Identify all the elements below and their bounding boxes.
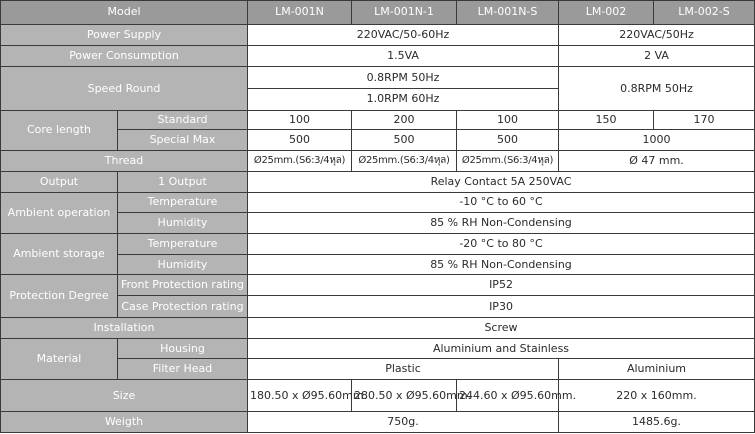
output-label: Output	[1, 171, 118, 192]
speed-round-lm002: 0.8RPM 50Hz	[559, 67, 755, 111]
speed-round-lm001-60hz: 1.0RPM 60Hz	[248, 89, 559, 111]
thread-lm-001n-1: Ø25mm.(S6:3/4หุล)	[352, 151, 457, 172]
installation-label: Installation	[1, 317, 248, 338]
installation-row	[1, 317, 755, 338]
housing-label: Housing	[118, 338, 248, 359]
speed-round-row	[1, 67, 755, 89]
ambient-storage-temp-row	[1, 234, 755, 255]
ambient-operation-temp-value: -10 °C to 60 °C	[248, 192, 755, 213]
ambient-storage-humidity-label: Humidity	[118, 254, 248, 275]
header-row	[1, 1, 755, 25]
core-length-label: Core length	[1, 110, 118, 150]
material-housing-row	[1, 338, 755, 359]
front-protection-label: Front Protection rating	[118, 275, 248, 296]
power-consumption-label: Power Consumption	[1, 45, 248, 67]
model-lm-002: LM-002	[559, 1, 654, 25]
core-special-lm-001n: 500	[248, 130, 352, 151]
model-lm-002-s: LM-002-S	[654, 1, 755, 25]
thread-lm-001n: Ø25mm.(S6:3/4หุล)	[248, 151, 352, 172]
weight-lm001: 750g.	[248, 412, 559, 433]
model-lm-001n: LM-001N	[248, 1, 352, 25]
thread-row	[1, 151, 755, 172]
case-protection-label: Case Protection rating	[118, 296, 248, 318]
core-length-standard-row	[1, 110, 755, 130]
core-standard-lm-001n: 100	[248, 110, 352, 130]
core-standard-lm-001n-s: 100	[457, 110, 559, 130]
protection-degree-label: Protection Degree	[1, 275, 118, 317]
output-value: Relay Contact 5A 250VAC	[248, 171, 755, 192]
size-label: Size	[1, 380, 248, 412]
ambient-operation-humidity-label: Humidity	[118, 213, 248, 234]
model-header: Model	[1, 1, 248, 25]
power-supply-lm001: 220VAC/50-60Hz	[248, 24, 559, 45]
size-lm-001n: 180.50 x Ø95.60mm.	[248, 380, 352, 412]
thread-lm-001n-s: Ø25mm.(S6:3/4หุล)	[457, 151, 559, 172]
power-supply-lm002: 220VAC/50Hz	[559, 24, 755, 45]
model-lm-001n-s: LM-001N-S	[457, 1, 559, 25]
ambient-operation-humidity-value: 85 % RH Non-Condensing	[248, 213, 755, 234]
case-protection-value: IP30	[248, 296, 755, 318]
core-special-lm-001n-s: 500	[457, 130, 559, 151]
core-special-lm002: 1000	[559, 130, 755, 151]
power-consumption-row	[1, 45, 755, 67]
housing-value: Aluminium and Stainless	[248, 338, 755, 359]
ambient-storage-label: Ambient storage	[1, 234, 118, 275]
power-consumption-lm001: 1.5VA	[248, 45, 559, 67]
core-standard-lm-002-s: 170	[654, 110, 755, 130]
material-label: Material	[1, 338, 118, 379]
speed-round-label: Speed Round	[1, 67, 248, 111]
power-supply-label: Power Supply	[1, 24, 248, 45]
core-standard-lm-001n-1: 200	[352, 110, 457, 130]
protection-front-row	[1, 275, 755, 296]
thread-label: Thread	[1, 151, 248, 172]
weight-lm002: 1485.6g.	[559, 412, 755, 433]
thread-lm002: Ø 47 mm.	[559, 151, 755, 172]
speed-round-lm001-50hz: 0.8RPM 50Hz	[248, 67, 559, 89]
ambient-operation-label: Ambient operation	[1, 192, 118, 233]
size-lm002: 220 x 160mm.	[559, 380, 755, 412]
ambient-operation-temp-row	[1, 192, 755, 213]
ambient-storage-humidity-value: 85 % RH Non-Condensing	[248, 254, 755, 275]
size-lm-001n-s: 244.60 x Ø95.60mm.	[457, 380, 559, 412]
ambient-storage-temp-value: -20 °C to 80 °C	[248, 234, 755, 255]
ambient-operation-temp-label: Temperature	[118, 192, 248, 213]
installation-value: Screw	[248, 317, 755, 338]
weight-label: Weigth	[1, 412, 248, 433]
filter-head-lm001: Plastic	[248, 359, 559, 380]
power-consumption-lm002: 2 VA	[559, 45, 755, 67]
core-standard-lm-002: 150	[559, 110, 654, 130]
weight-row	[1, 412, 755, 433]
power-supply-row	[1, 24, 755, 45]
core-length-standard-label: Standard	[118, 110, 248, 130]
output-row	[1, 171, 755, 192]
core-special-lm-001n-1: 500	[352, 130, 457, 151]
core-length-special-label: Special Max	[118, 130, 248, 151]
size-row	[1, 380, 755, 412]
output-sub-label: 1 Output	[118, 171, 248, 192]
filter-head-label: Filter Head	[118, 359, 248, 380]
filter-head-lm002: Aluminium	[559, 359, 755, 380]
size-lm-001n-1: 280.50 x Ø95.60mm.	[352, 380, 457, 412]
front-protection-value: IP52	[248, 275, 755, 296]
ambient-storage-temp-label: Temperature	[118, 234, 248, 255]
model-lm-001n-1: LM-001N-1	[352, 1, 457, 25]
